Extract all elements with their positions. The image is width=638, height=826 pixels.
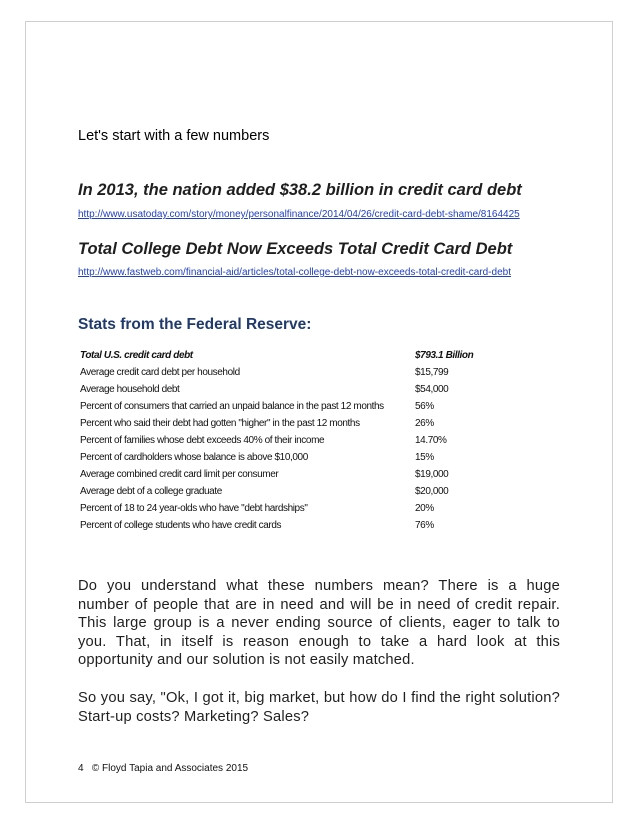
stat-value: $19,000	[415, 469, 449, 480]
stat-value: $54,000	[415, 384, 449, 395]
stat-value: $20,000	[415, 486, 449, 497]
usatoday-link[interactable]: http://www.usatoday.com/story/money/personalfinance/2014/04/26/credit-card-debt-shame/8164425	[78, 209, 520, 220]
table-row	[74, 466, 490, 483]
stat-label: Average combined credit card limit per consumer	[80, 469, 279, 480]
stat-label: Percent who said their debt had gotten "higher" in the past 12 months	[80, 418, 360, 429]
stat-label: Percent of consumers that carried an unpaid balance in the past 12 months	[80, 401, 384, 412]
stat-value: 76%	[415, 520, 434, 531]
stat-label: Average credit card debt per household	[80, 367, 240, 378]
table-row	[74, 347, 490, 364]
table-row	[74, 500, 490, 517]
stat-label: Total U.S. credit card debt	[80, 350, 193, 361]
stat-label: Average debt of a college graduate	[80, 486, 222, 497]
stats-title: Stats from the Federal Reserve:	[78, 316, 312, 333]
stat-value: 26%	[415, 418, 434, 429]
table-row	[74, 449, 490, 466]
stat-label: Percent of families whose debt exceeds 40% of their income	[80, 435, 325, 446]
body-paragraph-2: So you say, "Ok, I got it, big market, but how do I find the right solution? Start-up costs? Marketing? Sales?	[78, 690, 560, 725]
table-row	[74, 364, 490, 381]
stat-value: $793.1 Billion	[415, 350, 474, 361]
stat-label: Average household debt	[80, 384, 180, 395]
stat-label: Percent of 18 to 24 year-olds who have "debt hardships"	[80, 503, 308, 514]
table-row	[74, 517, 490, 534]
headline-college-debt: Total College Debt Now Exceeds Total Credit Card Debt	[78, 240, 513, 258]
table-row	[74, 483, 490, 500]
stat-value: 20%	[415, 503, 434, 514]
headline-credit-card-debt: In 2013, the nation added $38.2 billion in credit card debt	[78, 181, 522, 199]
table-row	[74, 432, 490, 449]
table-row	[74, 415, 490, 432]
stat-label: Percent of college students who have credit cards	[80, 520, 282, 531]
body-paragraph-1: Do you understand what these numbers mean? There is a huge number of people that are in need and will be in need of credit repair. This large group is a never ending source of clients, eager to talk to you. That, in itself is reason enough to take a hard look at this opportunity and our solution is not easily matched.	[78, 578, 560, 668]
page-footer: 4 © Floyd Tapia and Associates 2015	[78, 763, 249, 774]
stat-value: $15,799	[415, 367, 449, 378]
stat-label: Percent of cardholders whose balance is above $10,000	[80, 452, 308, 463]
stat-value: 56%	[415, 401, 434, 412]
table-row	[74, 398, 490, 415]
intro-text: Let's start with a few numbers	[78, 128, 270, 144]
fastweb-link[interactable]: http://www.fastweb.com/financial-aid/articles/total-college-debt-now-exceeds-total-credit-card-debt	[78, 267, 511, 278]
stat-value: 15%	[415, 452, 434, 463]
stat-value: 14.70%	[415, 435, 447, 446]
table-row	[74, 381, 490, 398]
stats-table	[74, 347, 490, 534]
